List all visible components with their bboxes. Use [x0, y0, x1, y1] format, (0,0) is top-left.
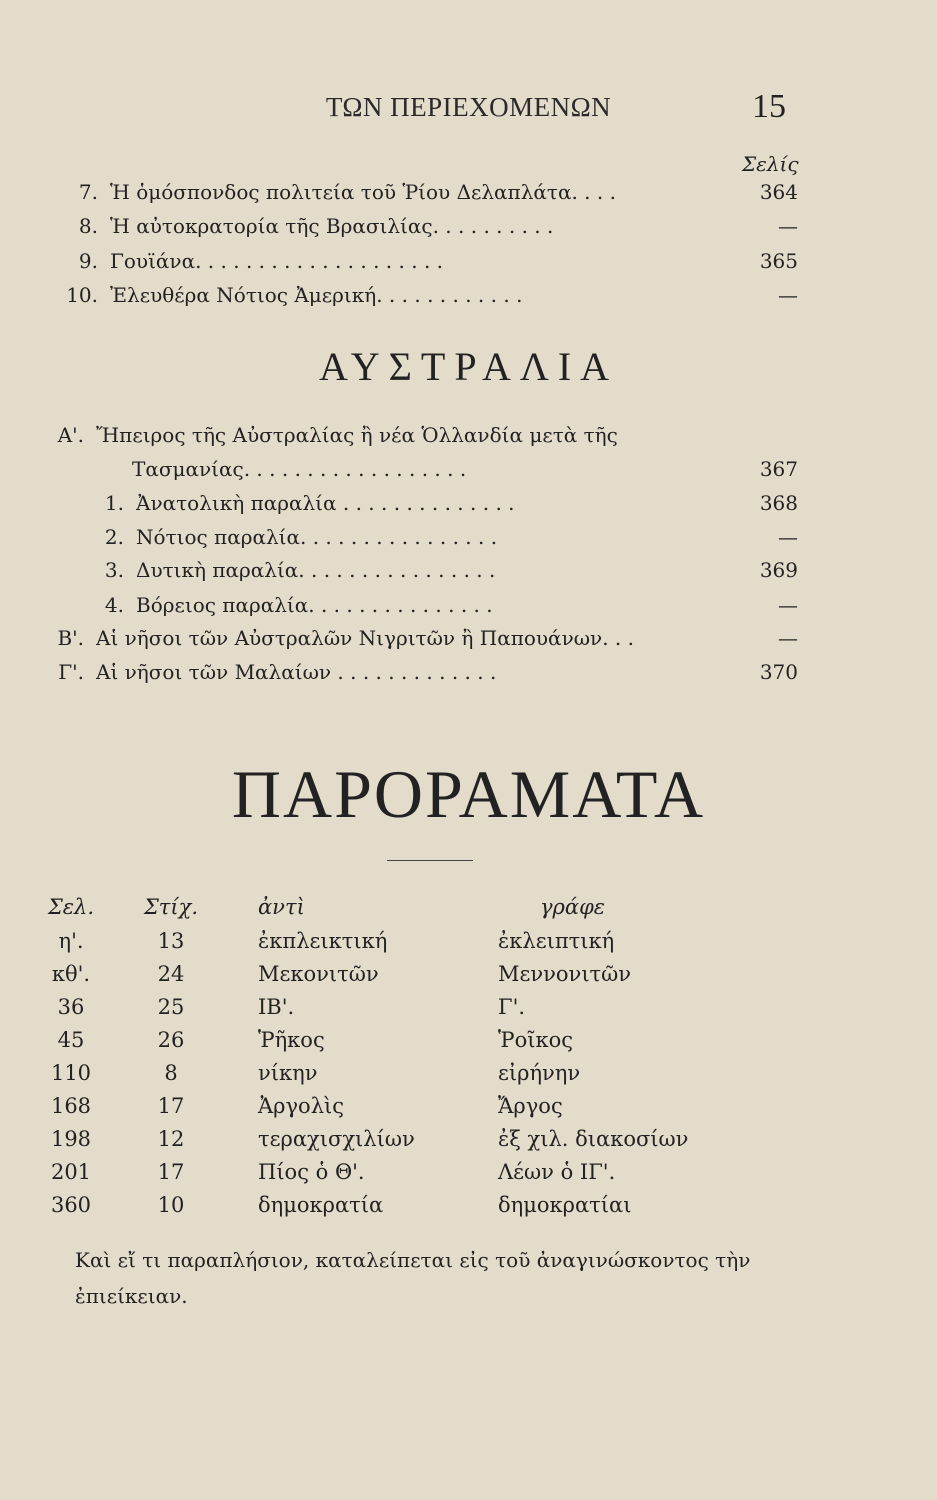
errata-header-row	[0, 895, 937, 927]
toc-row-text: Τασμανίας. . . . . . . . . . . . . . . . . .	[132, 457, 467, 481]
errata-write: Λέων ὁ ΙΓ'.	[498, 1160, 616, 1184]
toc-row-text: Ἐλευθέρα Νότιος Ἀμερική. . . . . . . . . . . .	[110, 283, 523, 307]
toc-row-page: 370	[759, 660, 798, 684]
errata-instead: νίκην	[258, 1061, 318, 1085]
errata-page: 36	[57, 995, 85, 1019]
errata-page: 198	[50, 1127, 92, 1151]
toc-row-number: 3.	[104, 558, 124, 582]
toc-row-page: —	[778, 525, 798, 549]
toc-row-text: Βόρειος παραλία. . . . . . . . . . . . . . .	[136, 593, 493, 617]
toc-row-page: —	[778, 593, 798, 617]
errata-page: 201	[50, 1160, 92, 1184]
errata-instead: ΙΒ'.	[258, 995, 295, 1019]
errata-write: Ἄργος	[498, 1094, 563, 1118]
errata-line: 24	[157, 962, 185, 986]
toc-row-page: 367	[759, 457, 798, 481]
errata-line: 10	[157, 1193, 185, 1217]
errata-footnote: Καὶ εἴ τι παραπλήσιον, καταλείπεται εἰς τοῦ ἀναγινώσκοντος τὴν ἐπιείκειαν.	[75, 1248, 751, 1308]
toc-row-page: 365	[759, 249, 798, 273]
toc-row-number: 4.	[104, 593, 124, 617]
errata-page: κθ'.	[51, 962, 91, 986]
toc-row	[52, 593, 812, 623]
toc-row	[52, 626, 812, 656]
errata-instead: Ῥῆκος	[258, 1028, 325, 1052]
page-number: 15	[752, 88, 786, 125]
toc-row-page: 369	[759, 558, 798, 582]
header-line: Στίχ.	[143, 895, 199, 919]
errata-line: 12	[157, 1127, 185, 1151]
errata-write: Μεννονιτῶν	[498, 962, 632, 986]
toc-row	[52, 525, 812, 555]
errata-line: 17	[157, 1094, 185, 1118]
errata-instead: Μεκονιτῶν	[258, 962, 379, 986]
toc-row-number: 10.	[66, 283, 98, 307]
errata-line: 26	[157, 1028, 185, 1052]
toc-row-text: Ἀνατολικὴ παραλία . . . . . . . . . . . . . .	[136, 491, 515, 515]
errata-instead: ἐκπλεικτική	[258, 929, 388, 953]
errata-page: 360	[50, 1193, 92, 1217]
errata-write: δημοκρατίαι	[498, 1193, 632, 1217]
errata-row	[0, 1094, 937, 1126]
toc-row-page: 368	[759, 491, 798, 515]
errata-write: ἐξ χιλ. διακοσίων	[498, 1127, 689, 1151]
errata-row	[0, 1193, 937, 1225]
toc-row-number: 1.	[104, 491, 124, 515]
errata-instead: τεραχισχιλίων	[258, 1127, 415, 1151]
errata-write: Γ'.	[498, 995, 526, 1019]
toc-row	[52, 180, 812, 210]
errata-row	[0, 1028, 937, 1060]
errata-write: Ῥοῖκος	[498, 1028, 573, 1052]
page-column-label: Σελίς	[742, 152, 799, 176]
errata-page: 168	[50, 1094, 92, 1118]
toc-row-page: 364	[759, 180, 798, 204]
toc-row-number: 7.	[78, 180, 98, 204]
header-instead: ἀντὶ	[258, 895, 305, 919]
toc-row-text: Γουϊάνα. . . . . . . . . . . . . . . . . . . .	[110, 249, 444, 273]
toc-row-number: Γ'.	[58, 660, 84, 684]
errata-line: 17	[157, 1160, 185, 1184]
toc-row-page: —	[778, 283, 798, 307]
errata-title: ΠΑΡΟΡΑΜΑΤΑ	[231, 756, 706, 832]
toc-row	[52, 491, 812, 521]
toc-row-text: Αἱ νῆσοι τῶν Μαλαίων . . . . . . . . . . . . .	[96, 660, 497, 684]
toc-row	[52, 249, 812, 279]
toc-row	[52, 457, 812, 487]
toc-row-text: Νότιος παραλία. . . . . . . . . . . . . . . .	[136, 525, 498, 549]
errata-row	[0, 962, 937, 994]
errata-write: ἐκλειπτική	[498, 929, 615, 953]
toc-row-number: Β'.	[57, 626, 84, 650]
errata-row	[0, 1160, 937, 1192]
errata-write: εἰρήνην	[498, 1061, 581, 1085]
errata-instead: δημοκρατία	[258, 1193, 384, 1217]
section-title-australia: ΑΥΣΤΡΑΛΙΑ	[318, 344, 619, 389]
errata-page: η'.	[58, 929, 84, 953]
toc-row-number: 2.	[104, 525, 124, 549]
toc-row	[52, 558, 812, 588]
errata-row	[0, 1127, 937, 1159]
errata-instead: Πίος ὁ Θ'.	[258, 1160, 365, 1184]
toc-row-page: —	[778, 214, 798, 238]
header-page: Σελ.	[47, 895, 95, 919]
toc-row-page: —	[778, 626, 798, 650]
errata-row	[0, 929, 937, 961]
toc-row	[52, 423, 812, 453]
running-header: ΤΩΝ ΠΕΡΙΕΧΟΜΕΝΩΝ	[325, 92, 612, 122]
errata-row	[0, 1061, 937, 1093]
errata-line: 25	[157, 995, 185, 1019]
errata-page: 110	[50, 1061, 92, 1085]
toc-row-text: Αἱ νῆσοι τῶν Αὐστραλῶν Νιγριτῶν ἢ Παπουάνων. . .	[96, 626, 634, 650]
toc-row-text: Δυτικὴ παραλία. . . . . . . . . . . . . . . .	[136, 558, 496, 582]
header-write: γράφε	[540, 895, 606, 919]
toc-row-text: Ἡ αὐτοκρατορία τῆς Βρασιλίας. . . . . . . . . .	[110, 214, 554, 238]
errata-line: 8	[164, 1061, 178, 1085]
errata-row	[0, 995, 937, 1027]
toc-row-number: Α'.	[57, 423, 84, 447]
toc-row	[52, 283, 812, 313]
toc-row	[52, 660, 812, 690]
errata-instead: Ἀργολὶς	[258, 1094, 345, 1118]
toc-row-number: 8.	[78, 214, 98, 238]
errata-page: 45	[57, 1028, 85, 1052]
toc-row	[52, 214, 812, 244]
errata-line: 13	[157, 929, 185, 953]
divider	[387, 860, 473, 861]
toc-row-text: Ἤπειρος τῆς Αὐστραλίας ἢ νέα Ὁλλανδία μετὰ τῆς	[96, 423, 618, 447]
toc-row-number: 9.	[78, 249, 98, 273]
toc-row-text: Ἡ ὁμόσπονδος πολιτεία τοῦ Ῥίου Δελαπλάτα. . . .	[110, 180, 616, 204]
